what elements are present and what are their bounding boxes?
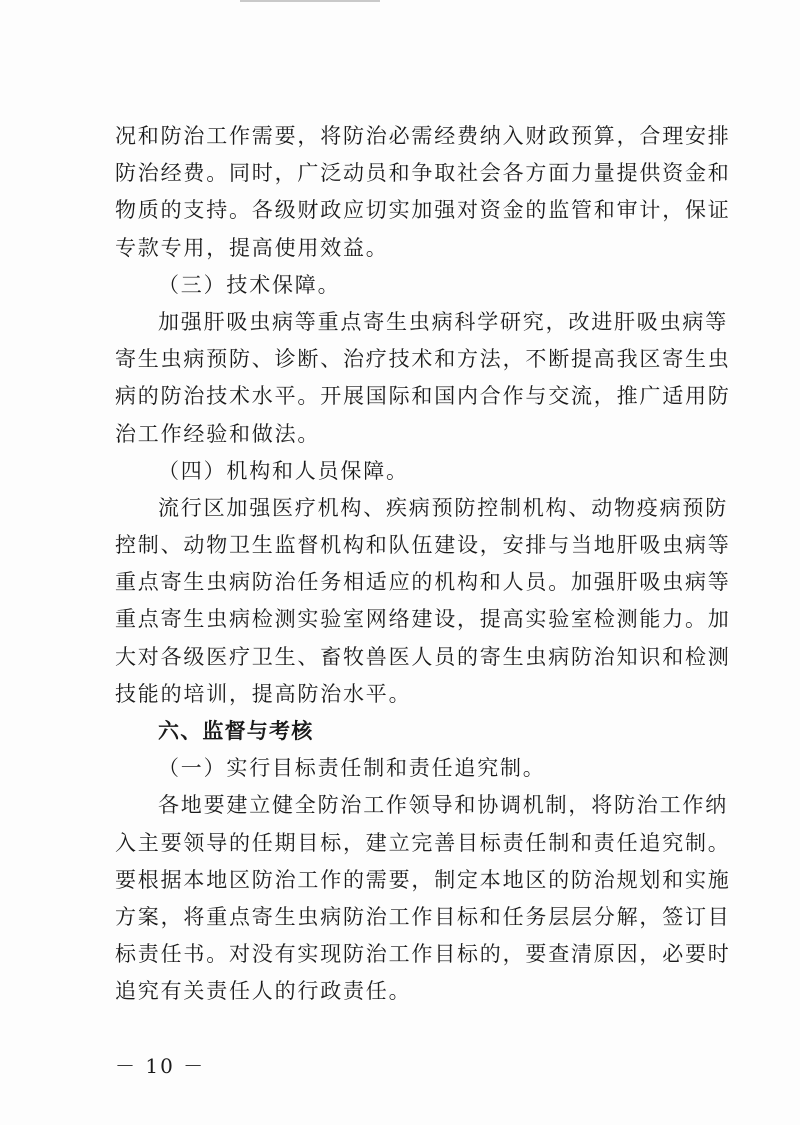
body-line: 况和防治工作需要，将防治必需经费纳入财政预算，合理安排 — [115, 124, 731, 148]
body-line: 病的防治技术水平。开展国际和国内合作与交流，推广适用防 — [115, 384, 731, 409]
subheading-institution-support: （四）机构和人员保障。 — [158, 458, 409, 483]
page-number: － 10 － — [115, 1054, 206, 1078]
body-line: 寄生虫病预防、诊断、治疗技术和方法，不断提高我区寄生虫 — [115, 347, 731, 372]
body-line: 治工作经验和做法。 — [115, 421, 321, 446]
body-line: 防治经费。同时，广泛动员和争取社会各方面力量提供资金和 — [115, 161, 731, 186]
subheading-technical-support: （三）技术保障。 — [158, 272, 341, 297]
body-line: 专款专用，提高使用效益。 — [115, 235, 389, 260]
body-line: 物质的支持。各级财政应切实加强对资金的监管和审计，保证 — [115, 198, 731, 223]
body-line: 要根据本地区防治工作的需要，制定本地区的防治规划和实施 — [115, 867, 731, 892]
body-line: 控制、动物卫生监督机构和队伍建设，安排与当地肝吸虫病等 — [115, 533, 731, 558]
document-body — [115, 118, 731, 1011]
body-line: 大对各级医疗卫生、畜牧兽医人员的寄生虫病防治知识和检测 — [115, 644, 731, 669]
body-line: 技能的培训，提高防治水平。 — [115, 681, 412, 706]
body-line: 标责任书。对没有实现防治工作目标的，要查清原因，必要时 — [115, 942, 731, 967]
body-line: 各地要建立健全防治工作领导和协调机制，将防治工作纳 — [158, 793, 728, 818]
body-line: 入主要领导的任期目标，建立完善目标责任制和责任追究制。 — [115, 830, 731, 855]
body-line: 重点寄生虫病检测实验室网络建设，提高实验室检测能力。加 — [115, 607, 731, 632]
section-heading-supervision: 六、监督与考核 — [158, 719, 314, 743]
body-line: 加强肝吸虫病等重点寄生虫病科学研究，改进肝吸虫病等 — [158, 309, 728, 334]
body-line: 重点寄生虫病防治任务相适应的机构和人员。加强肝吸虫病等 — [115, 570, 731, 595]
body-line: 流行区加强医疗机构、疾病预防控制机构、动物疫病预防 — [158, 495, 728, 520]
subheading-responsibility-system: （一）实行目标责任制和责任追究制。 — [158, 756, 546, 781]
body-line: 方案，将重点寄生虫病防治工作目标和任务层层分解，签订目 — [115, 904, 731, 929]
body-line: 追究有关责任人的行政责任。 — [115, 979, 412, 1004]
scan-edge-mark — [240, 0, 380, 2]
